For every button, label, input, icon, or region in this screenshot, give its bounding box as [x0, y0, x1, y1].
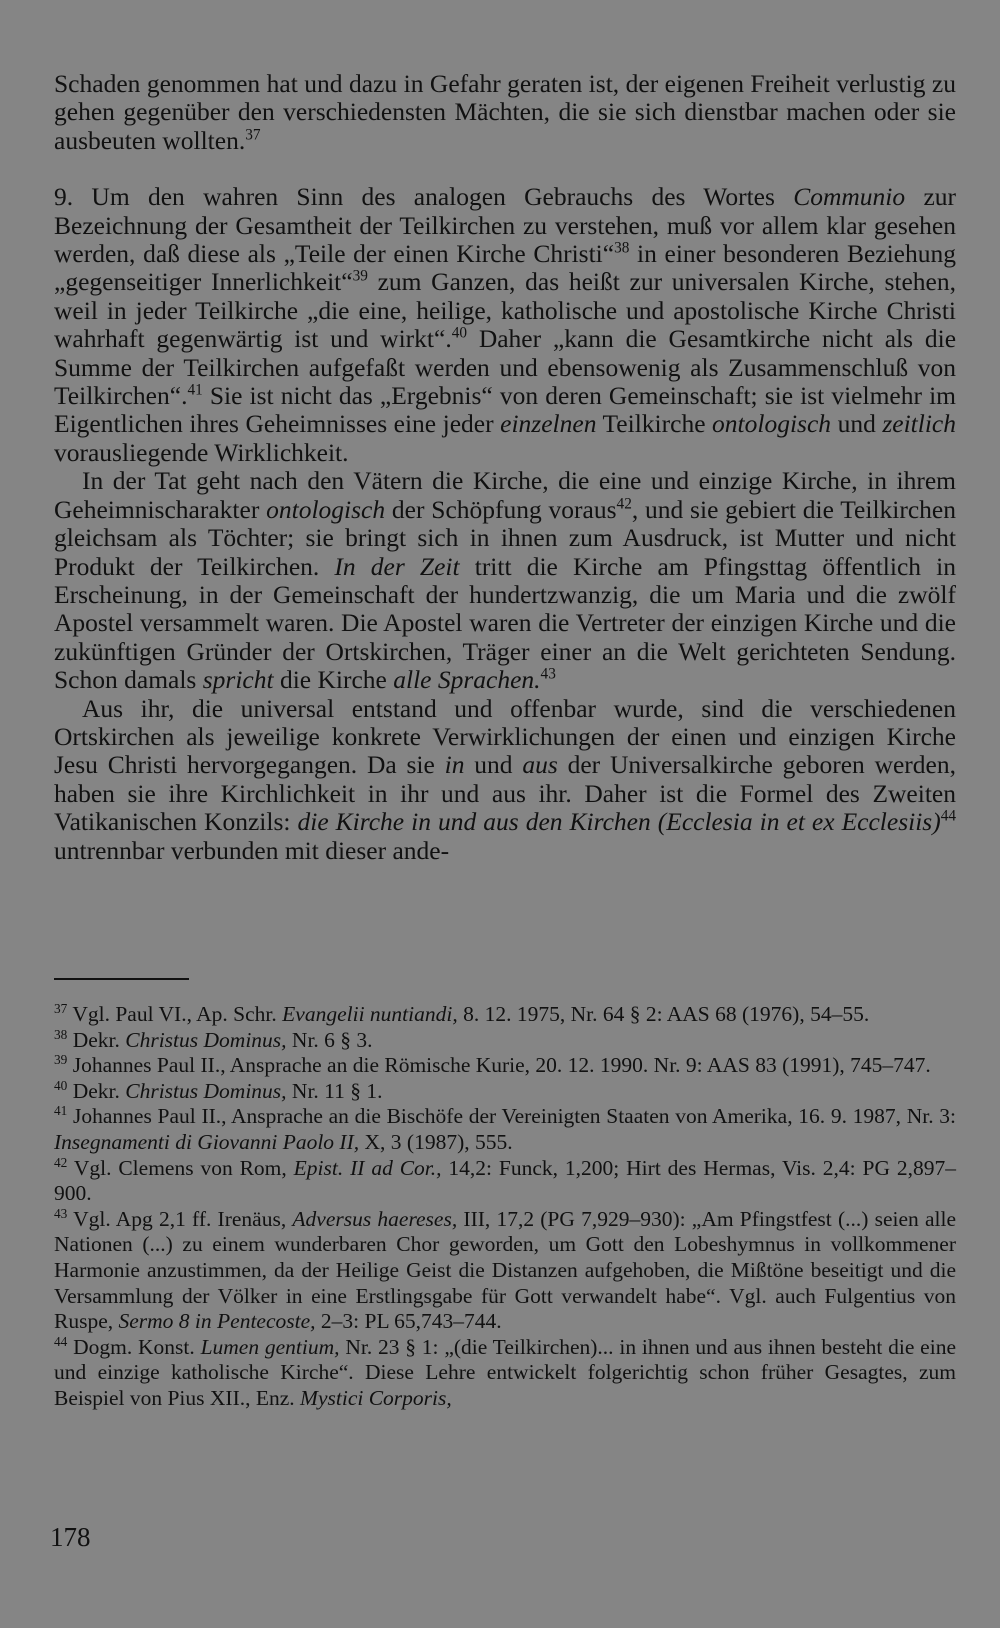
text-run: X, 3 (1987), 555.	[359, 1129, 513, 1154]
paragraph	[54, 467, 956, 694]
text-run: In der Tat geht nach den Vätern die Kirche, die eine und einzige Kirche, in ihrem Geheimnischarakter	[54, 466, 956, 524]
text-run: 14,2: Funck, 1,200; Hirt des Hermas, Vis. 2,4: PG 2,897–900.	[54, 1155, 957, 1206]
footnote	[54, 1079, 956, 1105]
text-run: der Schöpfung voraus	[385, 494, 617, 524]
text-run: Nr. 11 § 1.	[286, 1078, 383, 1103]
text-run: Vgl. Clemens von Rom,	[67, 1155, 294, 1180]
emphasis-text: einzelnen	[500, 409, 597, 439]
emphasis-text: Adversus haereses,	[292, 1206, 458, 1231]
text-run: Aus ihr, die universal entstand und offenbar wurde, sind die verschiedenen Ortskirchen als jeweilige konkrete Verwirklichungen der einen und einzigen Kirche Jesu Christi hervorgegangen. Da sie	[54, 693, 956, 780]
text-run: Vgl. Paul VI., Ap. Schr.	[67, 1002, 283, 1026]
footnote-ref: 44	[940, 807, 957, 825]
emphasis-text: ontologisch	[712, 409, 832, 439]
emphasis-text: alle Sprachen.	[393, 665, 541, 695]
emphasis-text: Communio	[793, 182, 906, 212]
text-run: zum Ganzen, das heißt zur universalen Kirche, stehen, weil in jeder Teilkirche „die eine, heilige, katholische und apostolische Kirche Christi wahrhaft gegenwärtig ist und wirkt“.	[54, 267, 956, 354]
emphasis-text: ontologisch	[266, 494, 386, 524]
text-run: Teilkirche	[596, 409, 713, 439]
text-run: der Universalkirche geboren werden, haben sie ihre Kirchlichkeit in ihr und aus ihr. Daher ist die Formel des Zweiten Vatikanischen Konzils:	[54, 750, 956, 837]
footnote	[54, 1028, 956, 1054]
text-run: 9. Um den wahren Sinn des analogen Gebrauchs des Wortes	[54, 182, 794, 212]
emphasis-text: die Kirche in und aus den Kirchen (Ecclesia in et ex Ecclesiis)	[297, 807, 941, 837]
emphasis-text: Christus Dominus,	[125, 1027, 287, 1052]
text-run: in einer besonderen Beziehung „gegenseitiger Innerlichkeit“	[54, 239, 956, 297]
footnote	[54, 1053, 956, 1079]
text-run: Nr. 23 § 1: „(die Teilkirchen)... in ihnen und aus ihnen besteht die eine und einzige katholische Kirche“. Diese Lehre entwickelt folgerichtig schon früher Gesagtes, zum Beispiel von Pius XII., Enz.	[54, 1334, 956, 1410]
footnote-ref: 38	[54, 1026, 68, 1042]
footnote-ref: 40	[451, 324, 468, 342]
footnote	[54, 1207, 956, 1335]
footnote-ref: 41	[54, 1103, 68, 1119]
text-run: Sie ist nicht das „Ergebnis“ von deren Gemeinschaft; sie ist vielmehr im Eigentlichen ihres Geheimnisses eine jeder	[54, 381, 956, 439]
footnote-ref: 41	[187, 381, 203, 399]
emphasis-text: Christus Dominus,	[125, 1078, 287, 1103]
footnote-ref: 44	[54, 1333, 68, 1349]
footnote-ref: 37	[245, 126, 261, 144]
emphasis-text: Evangelii nuntiandi,	[282, 1002, 458, 1026]
text-run: Johannes Paul II., Ansprache an die Römische Kurie, 20. 12. 1990. Nr. 9: AAS 83 (1991), 745–747.	[67, 1053, 931, 1078]
text-run: untrennbar verbunden mit dieser ande-	[54, 835, 450, 865]
footnote	[54, 1156, 956, 1207]
emphasis-text: In der Zeit	[334, 551, 460, 581]
page-number: 178	[50, 1522, 91, 1552]
emphasis-text: Mystici Corporis,	[300, 1385, 452, 1410]
emphasis-text: Epist. II ad Cor.,	[293, 1155, 442, 1180]
footnote-ref: 40	[54, 1077, 68, 1093]
paragraph-section-9	[54, 183, 956, 467]
emphasis-text: zeitlich	[882, 409, 956, 439]
footnote-ref: 37	[54, 1000, 68, 1016]
footnote-ref: 42	[54, 1154, 68, 1170]
footnote	[54, 1002, 956, 1028]
paragraph	[54, 695, 956, 865]
text-run: Dekr.	[67, 1027, 126, 1052]
footnote-ref: 39	[54, 1052, 68, 1068]
text-run: vorausliegende Wirklichkeit.	[54, 437, 349, 467]
text-run: 2–3: PL 65,743–744.	[315, 1309, 502, 1334]
text-run: Dogm. Konst.	[67, 1334, 201, 1359]
text-run: Daher „kann die Gesamtkirche nicht als die Summe der Teilkirchen aufgefaßt werden und ebensowenig als Zusammenschluß von Teilkirchen“.	[54, 324, 957, 411]
text-run: III, 17,2 (PG 7,929–930): „Am Pfingstfest (...) seien alle Nationen (...) zu einem wunderbaren Chor geworden, um Gott den Lobeshymnus in vollkommener Harmonie anzustimmen, da der Heilige Geist die Distanzen aufgehoben, die Mißtöne beseitigt und die Versammlung der Völker in eine Erstlingsgabe für Gott verwandelt habe“. Vgl. auch Fulgentius von Ruspe,	[54, 1206, 956, 1334]
emphasis-text: Lumen gentium,	[200, 1334, 340, 1359]
text-run: Vgl. Apg 2,1 ff. Irenäus,	[67, 1206, 293, 1231]
text-run: die Kirche	[273, 665, 394, 695]
text-run: und	[464, 750, 523, 780]
footnote-ref: 43	[540, 665, 556, 683]
text-run: Schaden genommen hat und dazu in Gefahr geraten ist, der eigenen Freiheit verlustig zu gehen gegenüber den verschiedensten Mächten, die sie sich dienstbar machen oder sie ausbeuten wollten.	[54, 69, 956, 155]
text-run: und	[831, 409, 883, 439]
emphasis-text: aus	[522, 750, 558, 780]
footnote-ref: 38	[614, 239, 630, 257]
text-run: zur Bezeichnung der Gesamtheit der Teilkirchen zu verstehen, muß vor allem klar gesehen werden, daß diese als „Teile der einen Kirche Christi“	[54, 182, 957, 269]
emphasis-text: Sermo 8 in Pentecoste,	[118, 1309, 316, 1334]
text-run: , und sie gebiert die Teilkirchen gleichsam als Töchter; sie bringt sich in ihnen zum Ausdruck, ist Mutter und nicht Produkt der Teilkirchen.	[54, 494, 956, 581]
footnote-separator	[54, 978, 189, 980]
emphasis-text: Insegnamenti di Giovanni Paolo II,	[54, 1129, 360, 1154]
text-run: 8. 12. 1975, Nr. 64 § 2: AAS 68 (1976), 54–55.	[457, 1002, 870, 1026]
footnote-ref: 39	[352, 267, 368, 285]
text-run: Johannes Paul II., Ansprache an die Bischöfe der Vereinigten Staaten von Amerika, 16. 9. 1987, Nr. 3:	[67, 1104, 956, 1129]
footnote-ref: 43	[54, 1205, 68, 1221]
text-run: Nr. 6 § 3.	[286, 1027, 373, 1052]
emphasis-text: spricht	[202, 665, 274, 695]
text-run: Dekr.	[67, 1078, 126, 1103]
emphasis-text: in	[444, 750, 465, 780]
paragraph	[54, 70, 956, 155]
footnote	[54, 1104, 956, 1155]
footnote-ref: 42	[616, 495, 632, 513]
footnote	[54, 1335, 956, 1412]
footnotes	[54, 1002, 956, 1412]
text-run: tritt die Kirche am Pfingsttag öffentlich in Erscheinung, in der Gemeinschaft der hundertzwanzig, die um Maria und die zwölf Apostel versammelt waren. Die Apostel waren die Vertreter der einzigen Kirche und die zukünftigen Gründer der Ortskirchen, Träger einer an die Welt gerichteten Sendung. Schon damals	[54, 551, 957, 695]
main-text	[54, 70, 956, 865]
